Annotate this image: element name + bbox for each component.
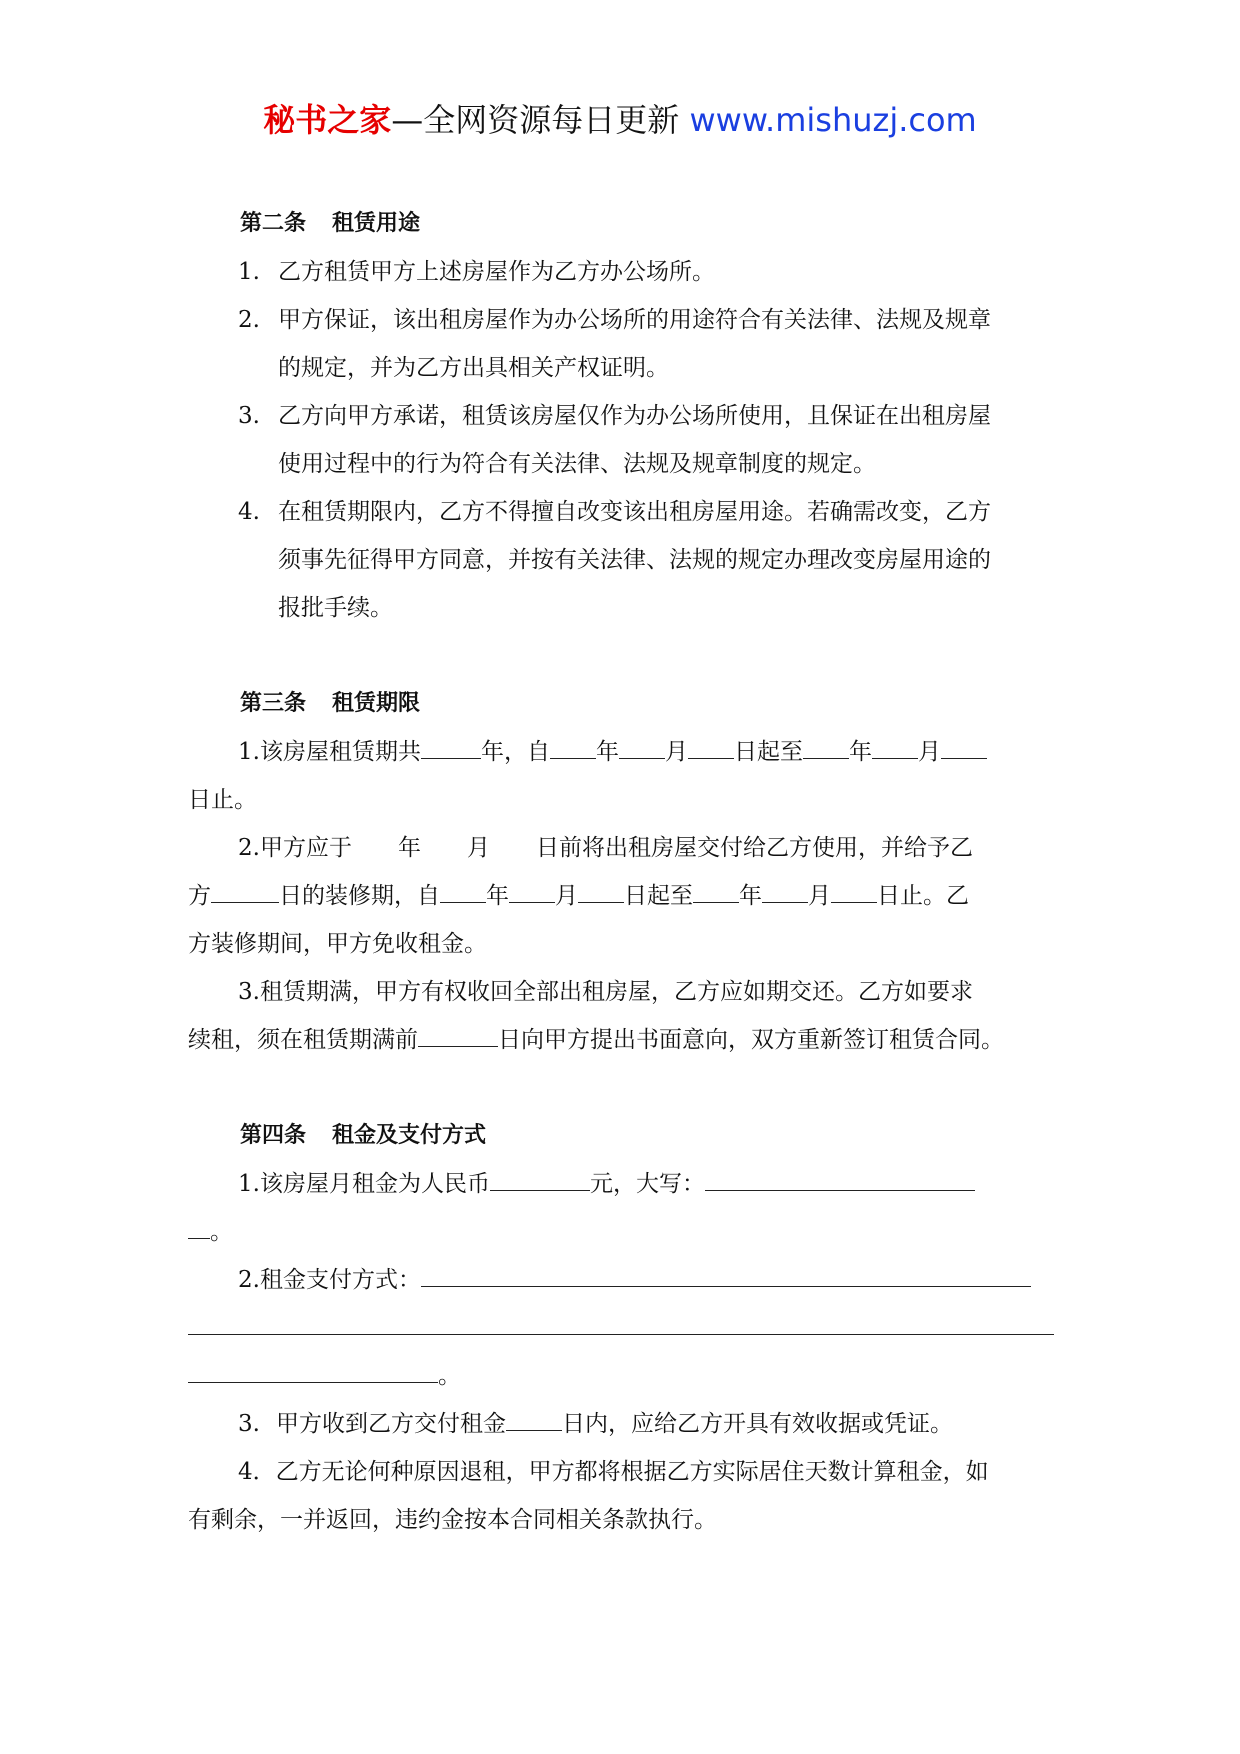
page-header: [0, 100, 1240, 140]
item-text: 使用过程中的行为符合有关法律、法规及规章制度的规定。: [278, 451, 876, 477]
brand-name: 秘书之家: [263, 101, 392, 139]
fill-blank[interactable]: [803, 728, 849, 759]
fill-blank[interactable]: [506, 1400, 562, 1431]
item-text: 在租赁期限内，乙方不得擅自改变该出租房屋用途。若确需改变，乙方: [278, 499, 991, 525]
item-number: 4.: [238, 499, 260, 525]
article-number: 第二条: [240, 211, 307, 236]
paragraph: 2.甲方应于 年 月 日前将出租房屋交付给乙方使用，并给予乙 方 日的装修期，自 年 月 日起至 年 月 日止。乙 方装修期间，甲方免收租金。: [188, 835, 973, 957]
header-tagline: —全网资源每日更新: [391, 101, 690, 139]
list-item: [188, 488, 1068, 632]
fill-blank[interactable]: [440, 872, 486, 903]
article-number: 第三条: [240, 691, 307, 716]
paragraph: 3.租赁期满，甲方有权收回全部出租房屋，乙方应如期交还。乙方如要求 续租，须在租赁期满前 日向甲方提出书面意向，双方重新签订租赁合同。: [188, 979, 1004, 1053]
fill-blank[interactable]: [762, 872, 808, 903]
fill-blank[interactable]: [188, 1352, 438, 1383]
fill-blank[interactable]: [688, 728, 734, 759]
fill-blank[interactable]: [509, 872, 555, 903]
article-title: 租金及支付方式: [332, 1123, 487, 1148]
item-number: 2.: [238, 307, 260, 333]
item-text: 甲方保证，该出租房屋作为办公场所的用途符合有关法律、法规及规章: [278, 307, 991, 333]
paragraph: 1.该房屋月租金为人民币 元，大写： 。: [188, 1160, 1068, 1256]
site-url-link[interactable]: www.mishuzj.com: [689, 101, 977, 139]
document-body: [188, 200, 1068, 1544]
fill-blank[interactable]: [421, 1256, 1031, 1287]
article-title: 租赁用途: [332, 211, 421, 236]
fill-blank[interactable]: [705, 1160, 975, 1191]
item-number: 3.: [238, 403, 260, 429]
fill-blank[interactable]: [693, 872, 739, 903]
article-number: 第四条: [240, 1123, 307, 1148]
item-text: 须事先征得甲方同意，并按有关法律、法规的规定办理改变房屋用途的: [278, 547, 991, 573]
fill-blank[interactable]: [550, 728, 596, 759]
item-number: 1.: [238, 259, 260, 285]
fill-blank[interactable]: [490, 1160, 590, 1191]
fill-blank[interactable]: [421, 728, 481, 759]
item-text: 乙方向甲方承诺，租赁该房屋仅作为办公场所使用，且保证在出租房屋: [278, 403, 991, 429]
section-heading-article-2: [188, 200, 1068, 248]
fill-blank[interactable]: [872, 728, 918, 759]
fill-blank[interactable]: [188, 1304, 1054, 1335]
fill-blank[interactable]: [418, 1016, 498, 1047]
fill-blank[interactable]: [188, 1208, 210, 1239]
list-item: [188, 248, 1068, 296]
fill-blank[interactable]: [941, 728, 987, 759]
article-title: 租赁期限: [332, 691, 421, 716]
item-text: 乙方租赁甲方上述房屋作为乙方办公场所。: [278, 259, 715, 285]
fill-blank[interactable]: [211, 872, 279, 903]
section-heading-article-3: [188, 680, 1068, 728]
fill-blank[interactable]: [619, 728, 665, 759]
paragraph: 4．乙方无论何种原因退租，甲方都将根据乙方实际居住天数计算租金，如 有剩余，一并返回，违约金按本合同相关条款执行。: [188, 1459, 989, 1533]
fill-blank[interactable]: [578, 872, 624, 903]
paragraph: 3. 甲方收到乙方交付租金 日内，应给乙方开具有效收据或凭证。: [188, 1400, 1068, 1448]
paragraph: 2.租金支付方式： 。: [188, 1256, 1068, 1400]
section-heading-article-4: [188, 1112, 1068, 1160]
item-text: 的规定，并为乙方出具相关产权证明。: [278, 355, 669, 381]
fill-blank[interactable]: [831, 872, 877, 903]
list-item: [188, 296, 1068, 392]
item-text: 报批手续。: [278, 595, 393, 621]
paragraph: 1.该房屋租赁期共 年，自 年 月 日起至 年 月 日止。: [188, 728, 1068, 824]
list-item: [188, 392, 1068, 488]
